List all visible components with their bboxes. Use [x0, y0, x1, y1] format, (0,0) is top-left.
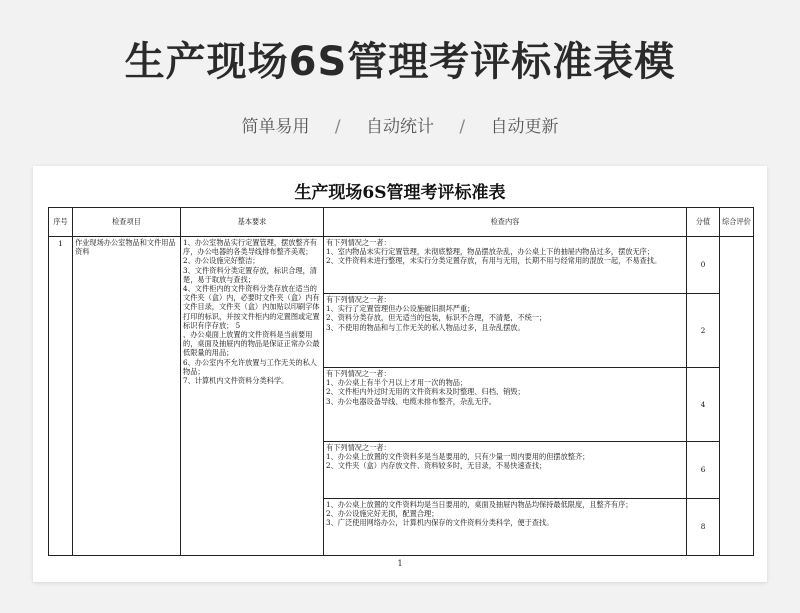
- tagline-separator: /: [459, 117, 466, 137]
- header-score: 分值: [687, 208, 720, 237]
- tagline-item: 自动更新: [490, 117, 559, 137]
- document-title: 生产现场6S管理考评标准表: [294, 183, 506, 203]
- cell-score: 2: [687, 293, 720, 367]
- cell-score: 6: [687, 442, 720, 499]
- cell-evaluation[interactable]: [720, 237, 754, 556]
- feature-tagline: [0, 112, 800, 137]
- cell-check-content: 有下列情况之一者： 1、办公桌上有半个月以上才用一次的物品； 2、文件柜内外过时无用的文件资料未及时整理、归档、销毁； 3、办公电器设备导线、电缆未排布整齐，杂乱无序。: [324, 368, 687, 442]
- cell-score: 4: [687, 368, 720, 442]
- document-preview: [33, 166, 767, 582]
- cell-check-content: 有下列情况之一者： 1、办公桌上放置的文件资料多是当是要用的，只有少量一周内要用的但摆放整齐； 2、文件夹（盒）内存放文件、资料较多时，无目录，不易快速查找；: [324, 442, 687, 499]
- cell-requirements: 1、办公室物品实行定置管理，摆放整齐有序，办公电器的各类导线排布整齐美观； 2、办公设施完好整洁； 3、文件资料分类定置存放，标识合理，清楚，易于取放与查找； 4、文件柜内的文件资料分类存放在适当的文件夹（盒）内，必要时文件夹（盒）内有文件目录，文件夹（盒）内加贴以印刷字体打印的标识，并按文件柜内的定置图或定置标识有序存放； 5 、办公桌面上放置的文件资料是当前要用的，桌面及抽屉内的物品是保证正常办公最低限量的用品； 6、办公室内不允许放置与工作无关的私人物品； 7、计算机内文件资料分类科学。: [181, 237, 324, 556]
- cell-score: 8: [687, 499, 720, 556]
- cell-check-content: 有下列情况之一者： 1、实行了定置管理但办公设施破旧损坏严重； 2、资料分类存放，但无适当的包装，标识不合理，不清楚，不统一； 3、不使用的物品和与工作无关的私人物品过多，且杂乱摆放。: [324, 293, 687, 367]
- evaluation-table: [48, 207, 754, 556]
- tagline-separator: /: [334, 117, 341, 137]
- table-header-row: [49, 208, 754, 237]
- cell-score: 0: [687, 237, 720, 294]
- cell-item: 作业现场办公室物品和文件用品资料: [73, 237, 181, 556]
- banner-title: 生产现场6S管理考评标准表模: [124, 39, 676, 85]
- header-evaluation: 综合评价: [720, 208, 754, 237]
- header-seq: 序号: [49, 208, 73, 237]
- table-row: [49, 237, 754, 294]
- header-requirements: 基本要求: [181, 208, 324, 237]
- tagline-item: 自动统计: [366, 117, 434, 137]
- page-number: 1: [397, 559, 403, 568]
- cell-check-content: 1、办公桌上放置的文件资料均是当日要用的，桌面及抽屉内物品均保持最低限度，且整齐有序； 2、办公设施完好无损，配置合理； 3、广泛使用网络办公，计算机内保存的文件资料分类科学，便于查找。: [324, 499, 687, 556]
- header-content: 检查内容: [324, 208, 687, 237]
- header-item: 检查项目: [73, 208, 181, 237]
- cell-check-content: 有下列情况之一者： 1、室内物品未实行定置管理，未彻底整理，物品摆放杂乱，办公桌上下的抽屉内物品过多，摆放无序； 2、文件资料未进行整理，未实行分类定置存放，有用与无用，长期不用与经常用的混放一起，不易查找。: [324, 237, 687, 294]
- cell-seq: 1: [49, 237, 73, 556]
- tagline-item: 简单易用: [241, 117, 310, 137]
